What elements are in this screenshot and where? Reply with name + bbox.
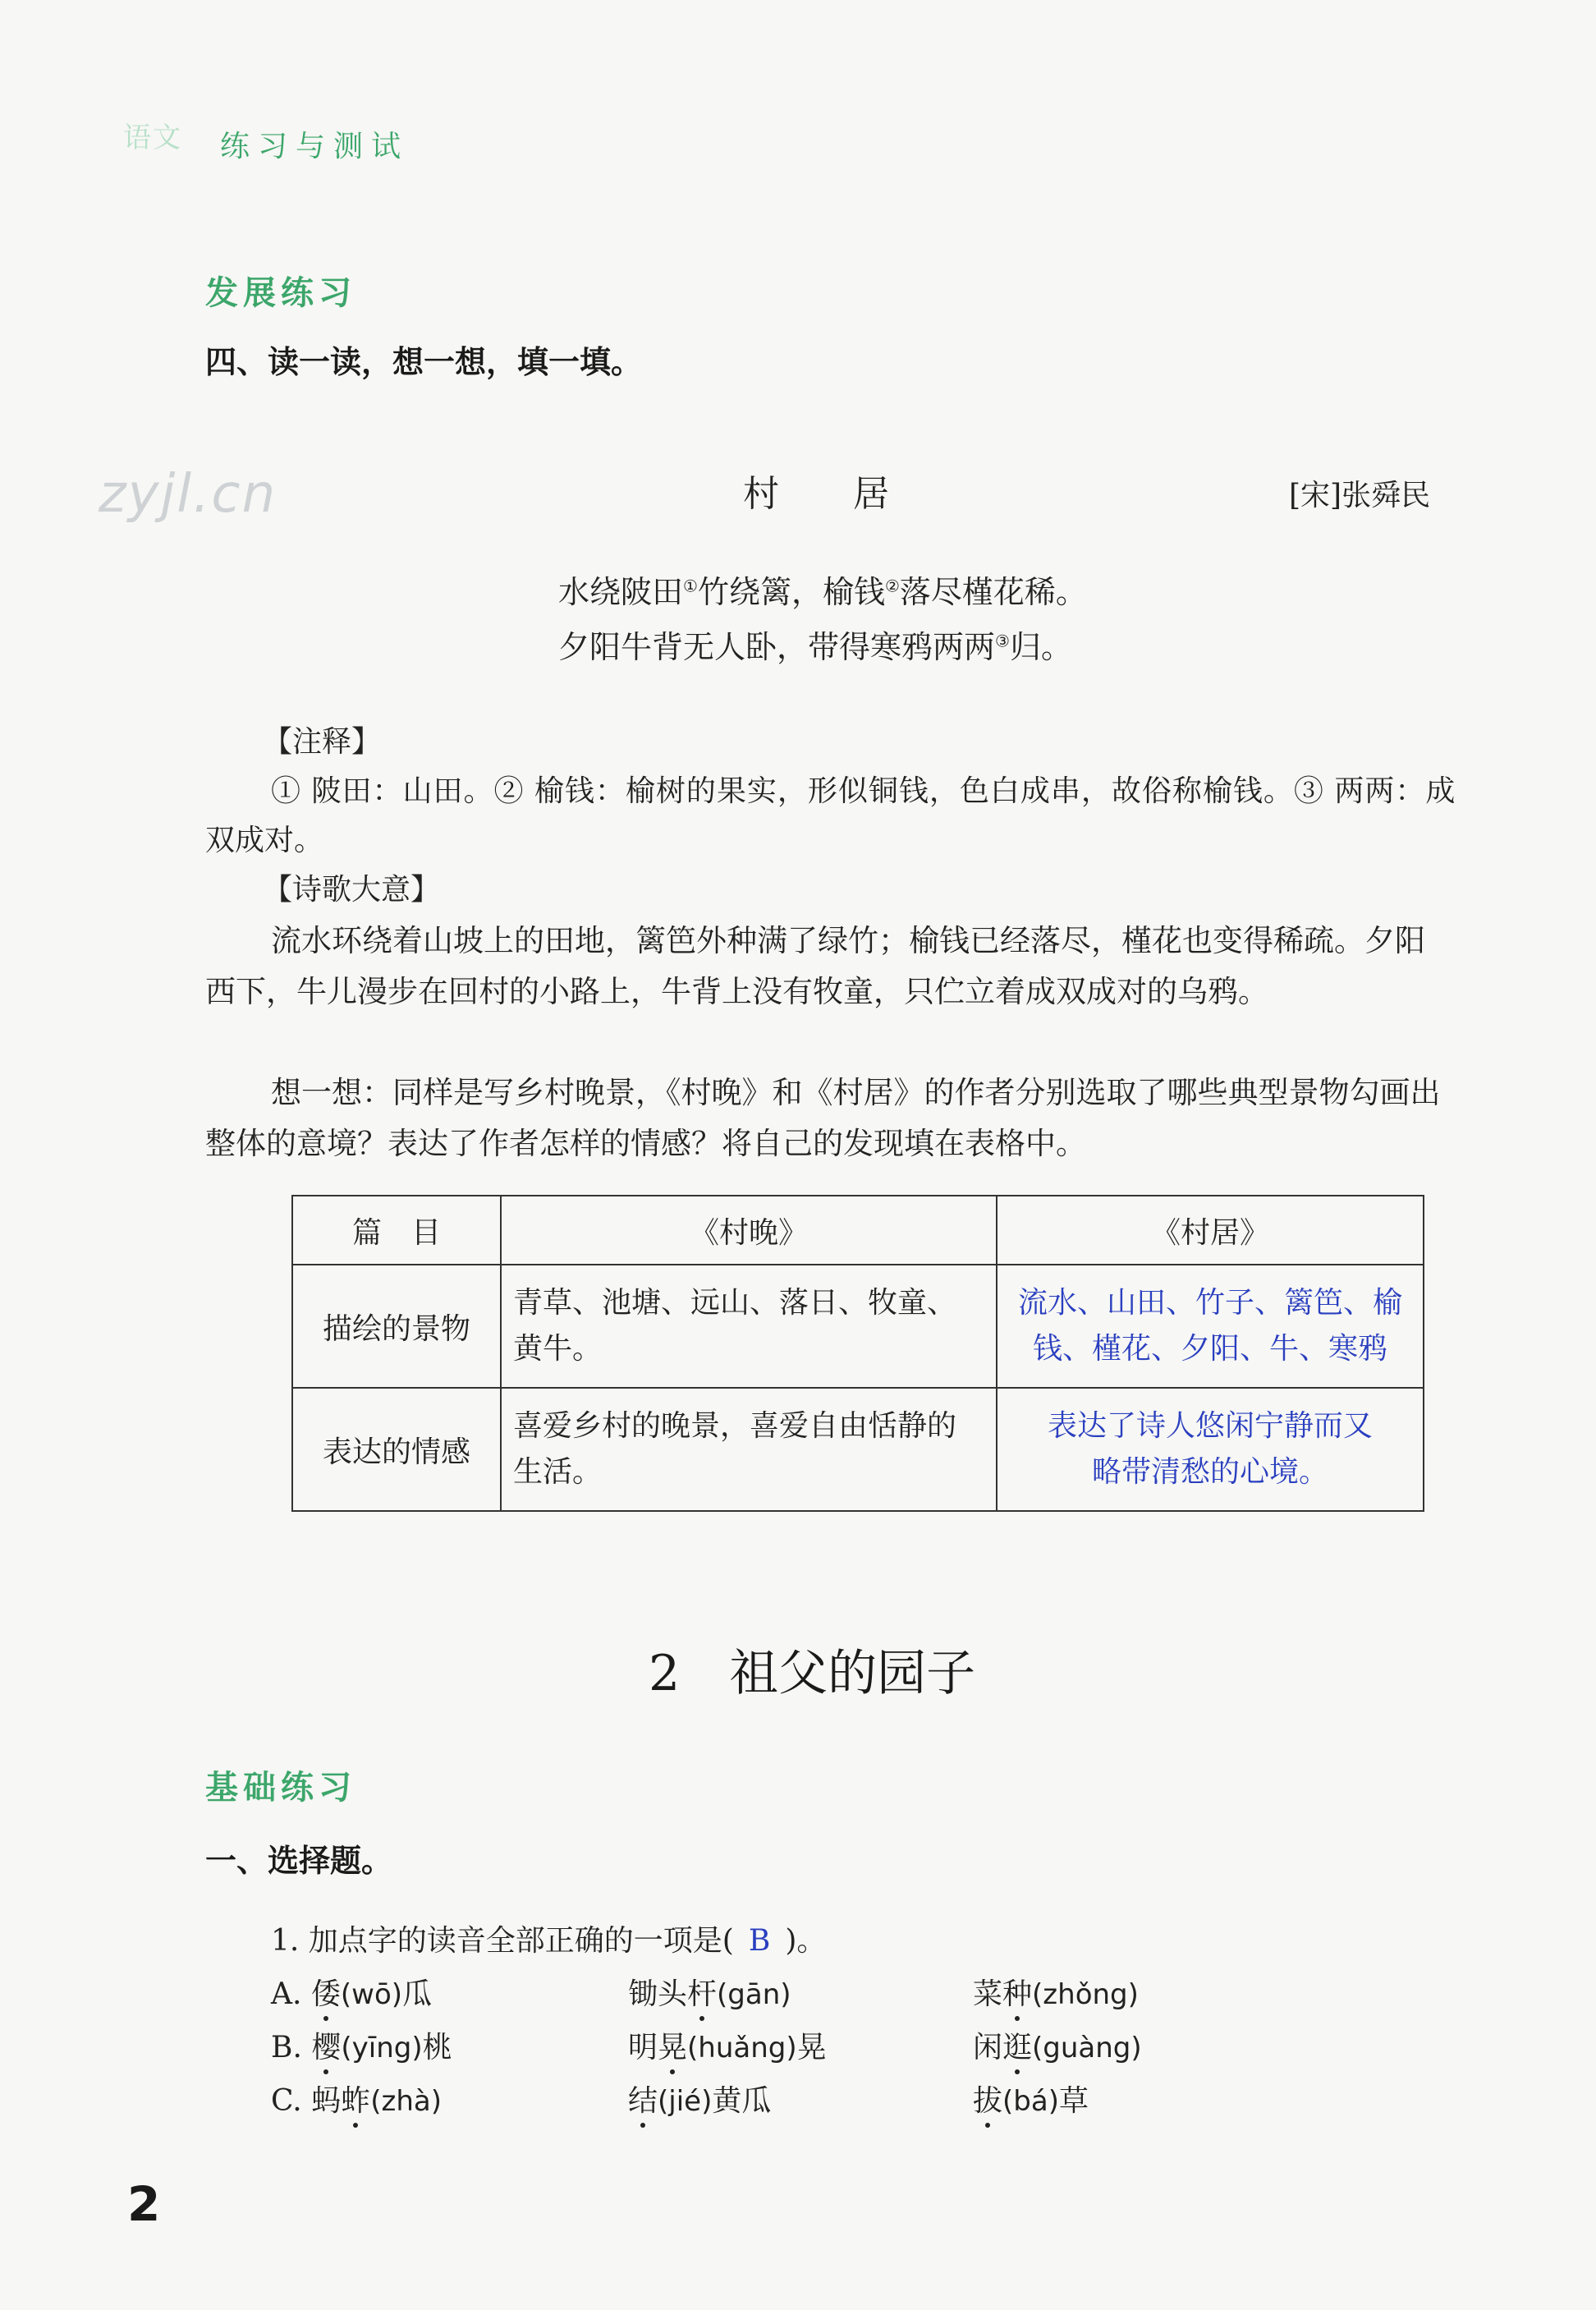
chapter-title xyxy=(649,1634,975,1705)
option-letter: A. xyxy=(271,1977,302,2011)
option-text: 桃 xyxy=(422,2031,452,2064)
dotted-char: 樱 xyxy=(311,2031,342,2064)
dotted-char: 逛 xyxy=(1002,2031,1033,2064)
option-b-1[interactable] xyxy=(271,2024,452,2066)
table-row xyxy=(292,1265,1424,1388)
row-label: 表达的情感 xyxy=(292,1388,501,1511)
notes-text-line-2: 双成对。 xyxy=(205,824,324,857)
option-letter: C. xyxy=(271,2084,302,2118)
footnote-marker: ① xyxy=(683,576,698,596)
dotted-char: 种 xyxy=(1002,1977,1033,2011)
page-number: 2 xyxy=(127,2176,161,2232)
section-develop-label: 发展练习 xyxy=(205,274,356,312)
option-a-2 xyxy=(628,1971,791,2013)
option-text: 晃 xyxy=(796,2031,827,2064)
question-4-title: 四、读一读，想一想，填一填。 xyxy=(205,344,643,380)
cunju-scenery-answer[interactable]: 流水、山田、竹子、篱笆、榆钱、槿花、夕阳、牛、寒鸦 xyxy=(997,1265,1424,1388)
poem-text: 水绕陂田 xyxy=(558,574,684,610)
pinyin: (bá) xyxy=(1002,2085,1059,2118)
watermark: zyjl.cn xyxy=(99,464,277,525)
option-text: 蚂 xyxy=(311,2084,342,2118)
poem-line-1 xyxy=(558,567,1087,612)
chapter-number: 2 xyxy=(649,1645,681,1702)
chapter-name: 祖父的园子 xyxy=(729,1645,976,1702)
think-prompt: 想一想：同样是写乡村晚景，《村晚》和《村居》的作者分别选取了哪些典型景物勾画出整体的意境？表达了作者怎样的情感？将自己的发现填在表格中。 xyxy=(205,1075,1441,1161)
option-b-2 xyxy=(628,2024,827,2066)
mc-answer[interactable]: B xyxy=(748,1924,771,1958)
cunwan-scenery: 青草、池塘、远山、落日、牧童、黄牛。 xyxy=(501,1265,997,1388)
option-b-3 xyxy=(973,2024,1142,2066)
option-a-1[interactable] xyxy=(271,1971,432,2013)
option-text: 草 xyxy=(1058,2084,1089,2118)
mc-question-text: 1. 加点字的读音全部正确的一项是( xyxy=(271,1924,734,1958)
poem-meaning: 流水环绕着山坡上的田地，篱笆外种满了绿竹；榆钱已经落尽，槿花也变得稀疏。夕阳西下，牛儿漫步在回村的小路上，牛背上没有牧童，只伫立着成双成对的乌鸦。 xyxy=(205,923,1425,1009)
cunju-emotion-answer[interactable]: 表达了诗人悠闲宁静而又略带清愁的心境。 xyxy=(997,1388,1424,1511)
poem-author: [宋]张舜民 xyxy=(1289,479,1431,512)
dotted-char: 拔 xyxy=(973,2084,1003,2118)
option-a-3 xyxy=(973,1971,1139,2013)
dotted-char: 杆 xyxy=(687,1977,718,2011)
poem-title: 村居 xyxy=(743,473,963,515)
meaning-label: 【诗歌大意】 xyxy=(263,873,441,907)
mc-question xyxy=(271,1917,826,1959)
pinyin: (zhǒng) xyxy=(1032,1978,1139,2011)
question-1-title: 一、选择题。 xyxy=(205,1843,393,1879)
table-header: 《村居》 xyxy=(997,1196,1424,1265)
dotted-char: 结 xyxy=(628,2084,658,2118)
row-label: 描绘的景物 xyxy=(292,1265,501,1388)
option-c-2 xyxy=(628,2078,771,2119)
pinyin: (wō) xyxy=(340,1978,403,2011)
poem-text: 落尽槿花稀。 xyxy=(899,574,1087,610)
table-header: 篇 目 xyxy=(292,1196,501,1265)
option-letter: B. xyxy=(271,2031,302,2064)
option-text: 瓜 xyxy=(402,1977,433,2011)
pinyin: (huǎng) xyxy=(687,2032,797,2064)
header-title: 练习与测试 xyxy=(220,130,410,163)
pinyin: (gān) xyxy=(717,1978,791,2011)
option-text: 锄头 xyxy=(628,1977,688,2011)
subject-badge: 语文 xyxy=(123,122,182,154)
dotted-char: 晃 xyxy=(658,2031,688,2064)
footnote-marker: ③ xyxy=(995,631,1010,651)
footnote-marker: ② xyxy=(884,576,900,596)
option-text: 黄瓜 xyxy=(712,2084,772,2118)
option-text: 闲 xyxy=(973,2031,1003,2064)
poem-text: 归。 xyxy=(1009,629,1072,665)
option-c-3 xyxy=(973,2078,1089,2119)
table-header: 《村晚》 xyxy=(501,1196,997,1265)
section-basic-label: 基础练习 xyxy=(205,1769,356,1807)
option-c-1[interactable] xyxy=(271,2078,442,2119)
comparison-table xyxy=(291,1195,1424,1512)
poem-text: 竹绕篱，榆钱 xyxy=(697,574,885,610)
notes-label: 【注释】 xyxy=(263,725,382,759)
table-header-row xyxy=(292,1196,1424,1265)
option-text: 菜 xyxy=(973,1977,1003,2011)
table-row xyxy=(292,1388,1424,1511)
pinyin: (guàng) xyxy=(1032,2032,1142,2064)
pinyin: (jié) xyxy=(658,2085,713,2118)
mc-question-text: )。 xyxy=(785,1924,827,1958)
dotted-char: 蚱 xyxy=(341,2084,371,2118)
poem-text: 夕阳牛背无人卧，带得寒鸦两两 xyxy=(558,629,996,665)
cunwan-emotion: 喜爱乡村的晚景，喜爱自由恬静的生活。 xyxy=(501,1388,997,1511)
poem-line-2 xyxy=(558,622,1072,667)
pinyin: (zhà) xyxy=(370,2085,442,2118)
option-text: 明 xyxy=(628,2031,658,2064)
notes-text-line-1: ① 陂田：山田。② 榆钱：榆树的果实，形似铜钱，色白成串，故俗称榆钱。③ 两两：成 xyxy=(271,774,1456,808)
pinyin: (yīng) xyxy=(341,2032,423,2064)
dotted-char: 倭 xyxy=(310,1977,341,2011)
